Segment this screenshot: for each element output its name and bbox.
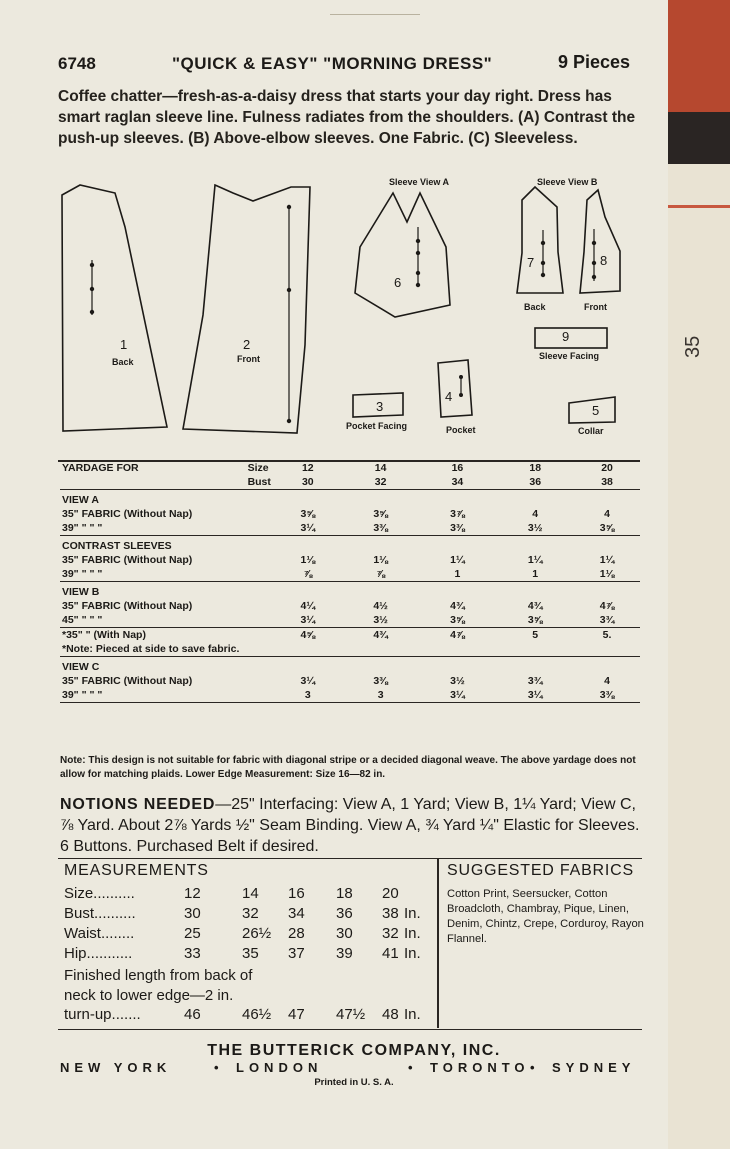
measurement-value: 36 [336, 905, 353, 922]
yardage-row [60, 628, 640, 643]
measurement-label: Waist........ [64, 925, 135, 942]
yardage-table [60, 461, 640, 703]
city-name: TORONTO [430, 1060, 530, 1075]
yardage-cell: 3⅜ [419, 521, 497, 536]
yardage-section-label: VIEW B [60, 582, 640, 600]
yardage-row [60, 674, 640, 688]
measurement-value: 39 [336, 945, 353, 962]
yardage-cell: 3¾ [574, 613, 640, 628]
yardage-cell: 4½ [373, 600, 388, 612]
measurement-value: 38 [382, 905, 399, 922]
measurement-value: 30 [336, 925, 353, 942]
yardage-cell: 3 [343, 688, 419, 703]
yardage-row-label: 35" FABRIC (Without Nap) [62, 675, 193, 687]
yardage-cell: 5 [532, 629, 539, 641]
pattern-pieces-diagram [55, 165, 635, 455]
yardage-cell: 4¾ [527, 600, 543, 612]
yardage-cell: 3½ [343, 613, 419, 628]
yardage-row [60, 567, 640, 582]
yardage-cell: 1⅛ [373, 554, 388, 566]
yardage-cell: 1⅛ [300, 554, 316, 566]
yardage-cell: 1¼ [599, 554, 615, 566]
city-separator: • [214, 1060, 224, 1075]
yardage-row [60, 613, 640, 628]
yardage-row [60, 521, 640, 536]
yardage-cell: 4¼ [300, 600, 316, 612]
yardage-cell: 1¼ [450, 554, 465, 566]
yardage-cell: 4¾ [373, 629, 388, 641]
measurement-value: 32 [242, 905, 259, 922]
yardage-section-row [60, 536, 640, 554]
piece-9-number: 9 [562, 329, 570, 344]
city-name: SYDNEY [552, 1060, 636, 1075]
piece-sleeve-facing-outline [535, 328, 607, 348]
yardage-cell: 3¾ [527, 675, 543, 687]
yardage-cell: 4⅝ [300, 629, 316, 641]
piece-7-number: 7 [527, 255, 535, 270]
pattern-number: 6748 [58, 54, 96, 73]
envelope-side-strip [668, 0, 730, 1149]
yardage-section-label: CONTRAST SLEEVES [60, 536, 640, 554]
measurement-value: 34 [288, 905, 305, 922]
measurement-value: 25 [184, 925, 201, 942]
piece-2-number: 2 [243, 337, 251, 352]
yardage-row-label: 35" FABRIC (Without Nap) [62, 554, 193, 566]
piece-6-number: 6 [394, 275, 402, 290]
piece-7-label: Back [524, 302, 546, 312]
yardage-row-label: 35" FABRIC (Without Nap) [62, 600, 193, 612]
size-header-cell: 20 [601, 462, 613, 474]
fabrics-text: Cotton Print, Seersucker, Cotton Broadcloth, Chambray, Pique, Linen, Denim, Chintz, Crepe, Corduroy, Rayon Flannel. [447, 888, 644, 945]
yardage-cell: 4 [604, 508, 610, 520]
bust-header-cell: 34 [451, 476, 464, 488]
measurement-label: turn-up....... [64, 1006, 141, 1023]
yardage-cell [419, 642, 497, 657]
yardage-cell [273, 642, 343, 657]
yardage-section-row [60, 657, 640, 675]
measurement-value: 41 [382, 945, 399, 962]
measurement-value: 46½ [242, 1006, 272, 1023]
size-header-cell: 18 [529, 462, 542, 474]
yardage-cell: 1¼ [527, 554, 543, 566]
size-header-cell: 12 [301, 462, 314, 474]
yardage-row [60, 688, 640, 703]
yardage-bust-row [60, 475, 640, 490]
measurement-value: 35 [242, 945, 259, 962]
yardage-section-row [60, 582, 640, 600]
finished-length-line-1: Finished length from back of [64, 967, 253, 984]
measurement-row [64, 945, 434, 965]
company-name: THE BUTTERICK COMPANY, INC. [207, 1042, 501, 1059]
yardage-cell: 4⅞ [599, 600, 615, 612]
description: Coffee chatter—fresh-as-a-daisy dress that starts your day right. Dress has smart raglan sleeve line. Fulness radiates from the shoulders. (A) Contrast the push-up sleeves. (B) Above-elbow sleeves. One Fabric. (C) Sleeveless. [58, 88, 636, 147]
yardage-cell: 3¼ [273, 521, 343, 536]
bust-header-cell: 30 [301, 476, 314, 488]
yardage-cell: 3⅝ [373, 508, 388, 520]
red-color-band [668, 0, 730, 112]
yardage-cell: 3⅝ [300, 508, 316, 520]
measurement-value: 26½ [242, 925, 272, 942]
yardage-cell [343, 642, 419, 657]
piece-1-number: 1 [120, 337, 128, 352]
measurement-value: 20 [382, 885, 399, 902]
piece-1-label: Back [112, 357, 134, 367]
bust-header-cell: 36 [529, 476, 542, 488]
piece-3-number: 3 [376, 399, 384, 414]
turnup-row [64, 1006, 434, 1026]
yardage-cell: 3⅝ [574, 521, 640, 536]
measurement-value: 12 [184, 885, 201, 902]
yardage-cell: 3⅝ [419, 613, 497, 628]
fabrics-title: SUGGESTED FABRICS [447, 862, 634, 879]
size-header-cell: 14 [374, 462, 387, 474]
size-label: Size [247, 462, 269, 474]
measurement-value: 32 [382, 925, 399, 942]
city-name: LONDON [236, 1060, 323, 1075]
measurement-value: 47 [288, 1006, 305, 1023]
edge-number: 35 [682, 335, 704, 358]
measurement-value: 16 [288, 885, 305, 902]
yardage-cell: 1 [419, 567, 497, 582]
yardage-cell [574, 642, 640, 657]
pattern-title: "QUICK & EASY" "MORNING DRESS" [172, 54, 493, 73]
yardage-cell [496, 642, 574, 657]
yardage-cell: 3 [273, 688, 343, 703]
yardage-row [60, 507, 640, 521]
yardage-cell: 3¼ [419, 688, 497, 703]
measurement-row [64, 905, 434, 925]
envelope-fold [330, 0, 420, 15]
measurement-label: Hip........... [64, 945, 133, 962]
bust-header-cell: 32 [374, 476, 387, 488]
yardage-note: Note: This design is not suitable for fabric with diagonal stripe or a decided diagonal weave. The above yardage does not allow for matching plaids. Lower Edge Measurement: Size 16—82 in. [60, 755, 636, 780]
measurement-value: 30 [184, 905, 201, 922]
piece-front-outline [183, 185, 310, 433]
yardage-section-label: VIEW A [60, 490, 640, 508]
bust-label: Bust [247, 476, 271, 488]
yardage-cell: 3⅜ [574, 688, 640, 703]
measurement-value: 47½ [336, 1006, 366, 1023]
yardage-cell: 1⅛ [574, 567, 640, 582]
measurement-value: 46 [184, 1006, 201, 1023]
measurement-row [64, 925, 434, 945]
piece-9-label: Sleeve Facing [539, 351, 600, 361]
yardage-cell: ⅞ [343, 567, 419, 582]
yardage-cell: 3¼ [496, 688, 574, 703]
yardage-row-label: *Note: Pieced at side to save fabric. [62, 643, 240, 655]
piece-pocket-outline [438, 360, 472, 417]
piece-sleeve-b-front-outline [580, 190, 620, 293]
measurement-value: 28 [288, 925, 305, 942]
city-separator: • [530, 1060, 540, 1075]
yardage-row-label: 39" " " " [60, 521, 273, 536]
measurement-value: 18 [336, 885, 353, 902]
printed-in: Printed in U. S. A. [314, 1077, 394, 1088]
piece-sleeve-b-back-outline [517, 187, 563, 293]
measurements-title: MEASUREMENTS [64, 862, 209, 879]
yardage-cell: 3⅜ [343, 521, 419, 536]
city-name: NEW YORK [60, 1060, 172, 1075]
yardage-cell: 3½ [450, 675, 465, 687]
yardage-row [60, 599, 640, 613]
measurement-value: 14 [242, 885, 259, 902]
piece-sleeve-a-outline [355, 193, 450, 317]
yardage-section-row [60, 490, 640, 508]
blank-cell [60, 475, 246, 490]
black-color-band [668, 112, 730, 164]
piece-5-label: Collar [578, 426, 604, 436]
measurement-unit: In. [404, 905, 421, 922]
yardage-cell: 5. [602, 629, 612, 641]
yardage-row [60, 553, 640, 567]
bust-header-cell: 38 [601, 476, 613, 488]
finished-length-line-2: neck to lower edge—2 in. [64, 987, 234, 1004]
yardage-cell: 3⅜ [373, 675, 388, 687]
measurement-label: Bust.......... [64, 905, 136, 922]
yardage-cell: 4¾ [450, 600, 465, 612]
yardage-row-label: 39" " " " [60, 567, 273, 582]
yardage-section-label: VIEW C [60, 657, 640, 675]
yardage-cell: 3¼ [300, 675, 316, 687]
yardage-row [60, 642, 640, 657]
notions-label: NOTIONS NEEDED [60, 796, 216, 813]
piece-4-label: Pocket [446, 425, 476, 435]
piece-count: 9 Pieces [557, 52, 630, 72]
piece-5-number: 5 [592, 403, 600, 418]
size-header-cell: 16 [451, 462, 464, 474]
measurement-unit: In. [404, 945, 421, 962]
yardage-cell: 3½ [496, 521, 574, 536]
piece-4-number: 4 [445, 389, 453, 404]
yardage-cell: 3⅞ [450, 508, 465, 520]
yardage-cell: 4 [604, 675, 610, 687]
yardage-row-label: 39" " " " [60, 688, 273, 703]
measurement-unit: In. [404, 1006, 421, 1023]
yardage-cell: 3⅝ [496, 613, 574, 628]
yardage-size-row [60, 461, 640, 475]
notions-text: —25" Interfacing: View A, 1 Yard; View B, 1¼ Yard; View C, ⅞ Yard. About 2⅞ Yards ½" Seam Binding. View A, ¾ Yard ¼" Elastic for Sleeves. 6 Buttons. Purchased Belt if desired. [60, 796, 640, 855]
city-separator: • [408, 1060, 418, 1075]
measurement-unit: In. [404, 925, 421, 942]
header [58, 52, 630, 78]
yardage-cell: 4⅞ [450, 629, 465, 641]
yardage-cell: 1 [496, 567, 574, 582]
yardage-cell: ⅞ [273, 567, 343, 582]
yardage-row-label: 35" FABRIC (Without Nap) [62, 508, 193, 520]
measurement-label: Size.......... [64, 885, 135, 902]
sleeve-a-label: Sleeve View A [389, 177, 450, 187]
piece-8-number: 8 [600, 253, 608, 268]
measurement-row [64, 885, 434, 905]
notions-needed [60, 794, 644, 857]
yardage-row-label: 45" " " " [60, 613, 273, 628]
sleeve-b-label: Sleeve View B [537, 177, 598, 187]
measurement-value: 37 [288, 945, 305, 962]
measurement-value: 48 [382, 1006, 399, 1023]
yardage-title: YARDAGE FOR [62, 462, 139, 474]
yardage-cell: 3¼ [273, 613, 343, 628]
yardage-cell: 4 [532, 508, 539, 520]
measurement-value: 33 [184, 945, 201, 962]
red-rule [668, 205, 730, 208]
measurements-divider [437, 858, 439, 1028]
yardage-row-label: *35" " (With Nap) [62, 629, 146, 641]
piece-back-outline [62, 185, 167, 431]
piece-3-label: Pocket Facing [346, 421, 408, 431]
piece-2-label: Front [237, 354, 260, 364]
piece-8-label: Front [584, 302, 607, 312]
